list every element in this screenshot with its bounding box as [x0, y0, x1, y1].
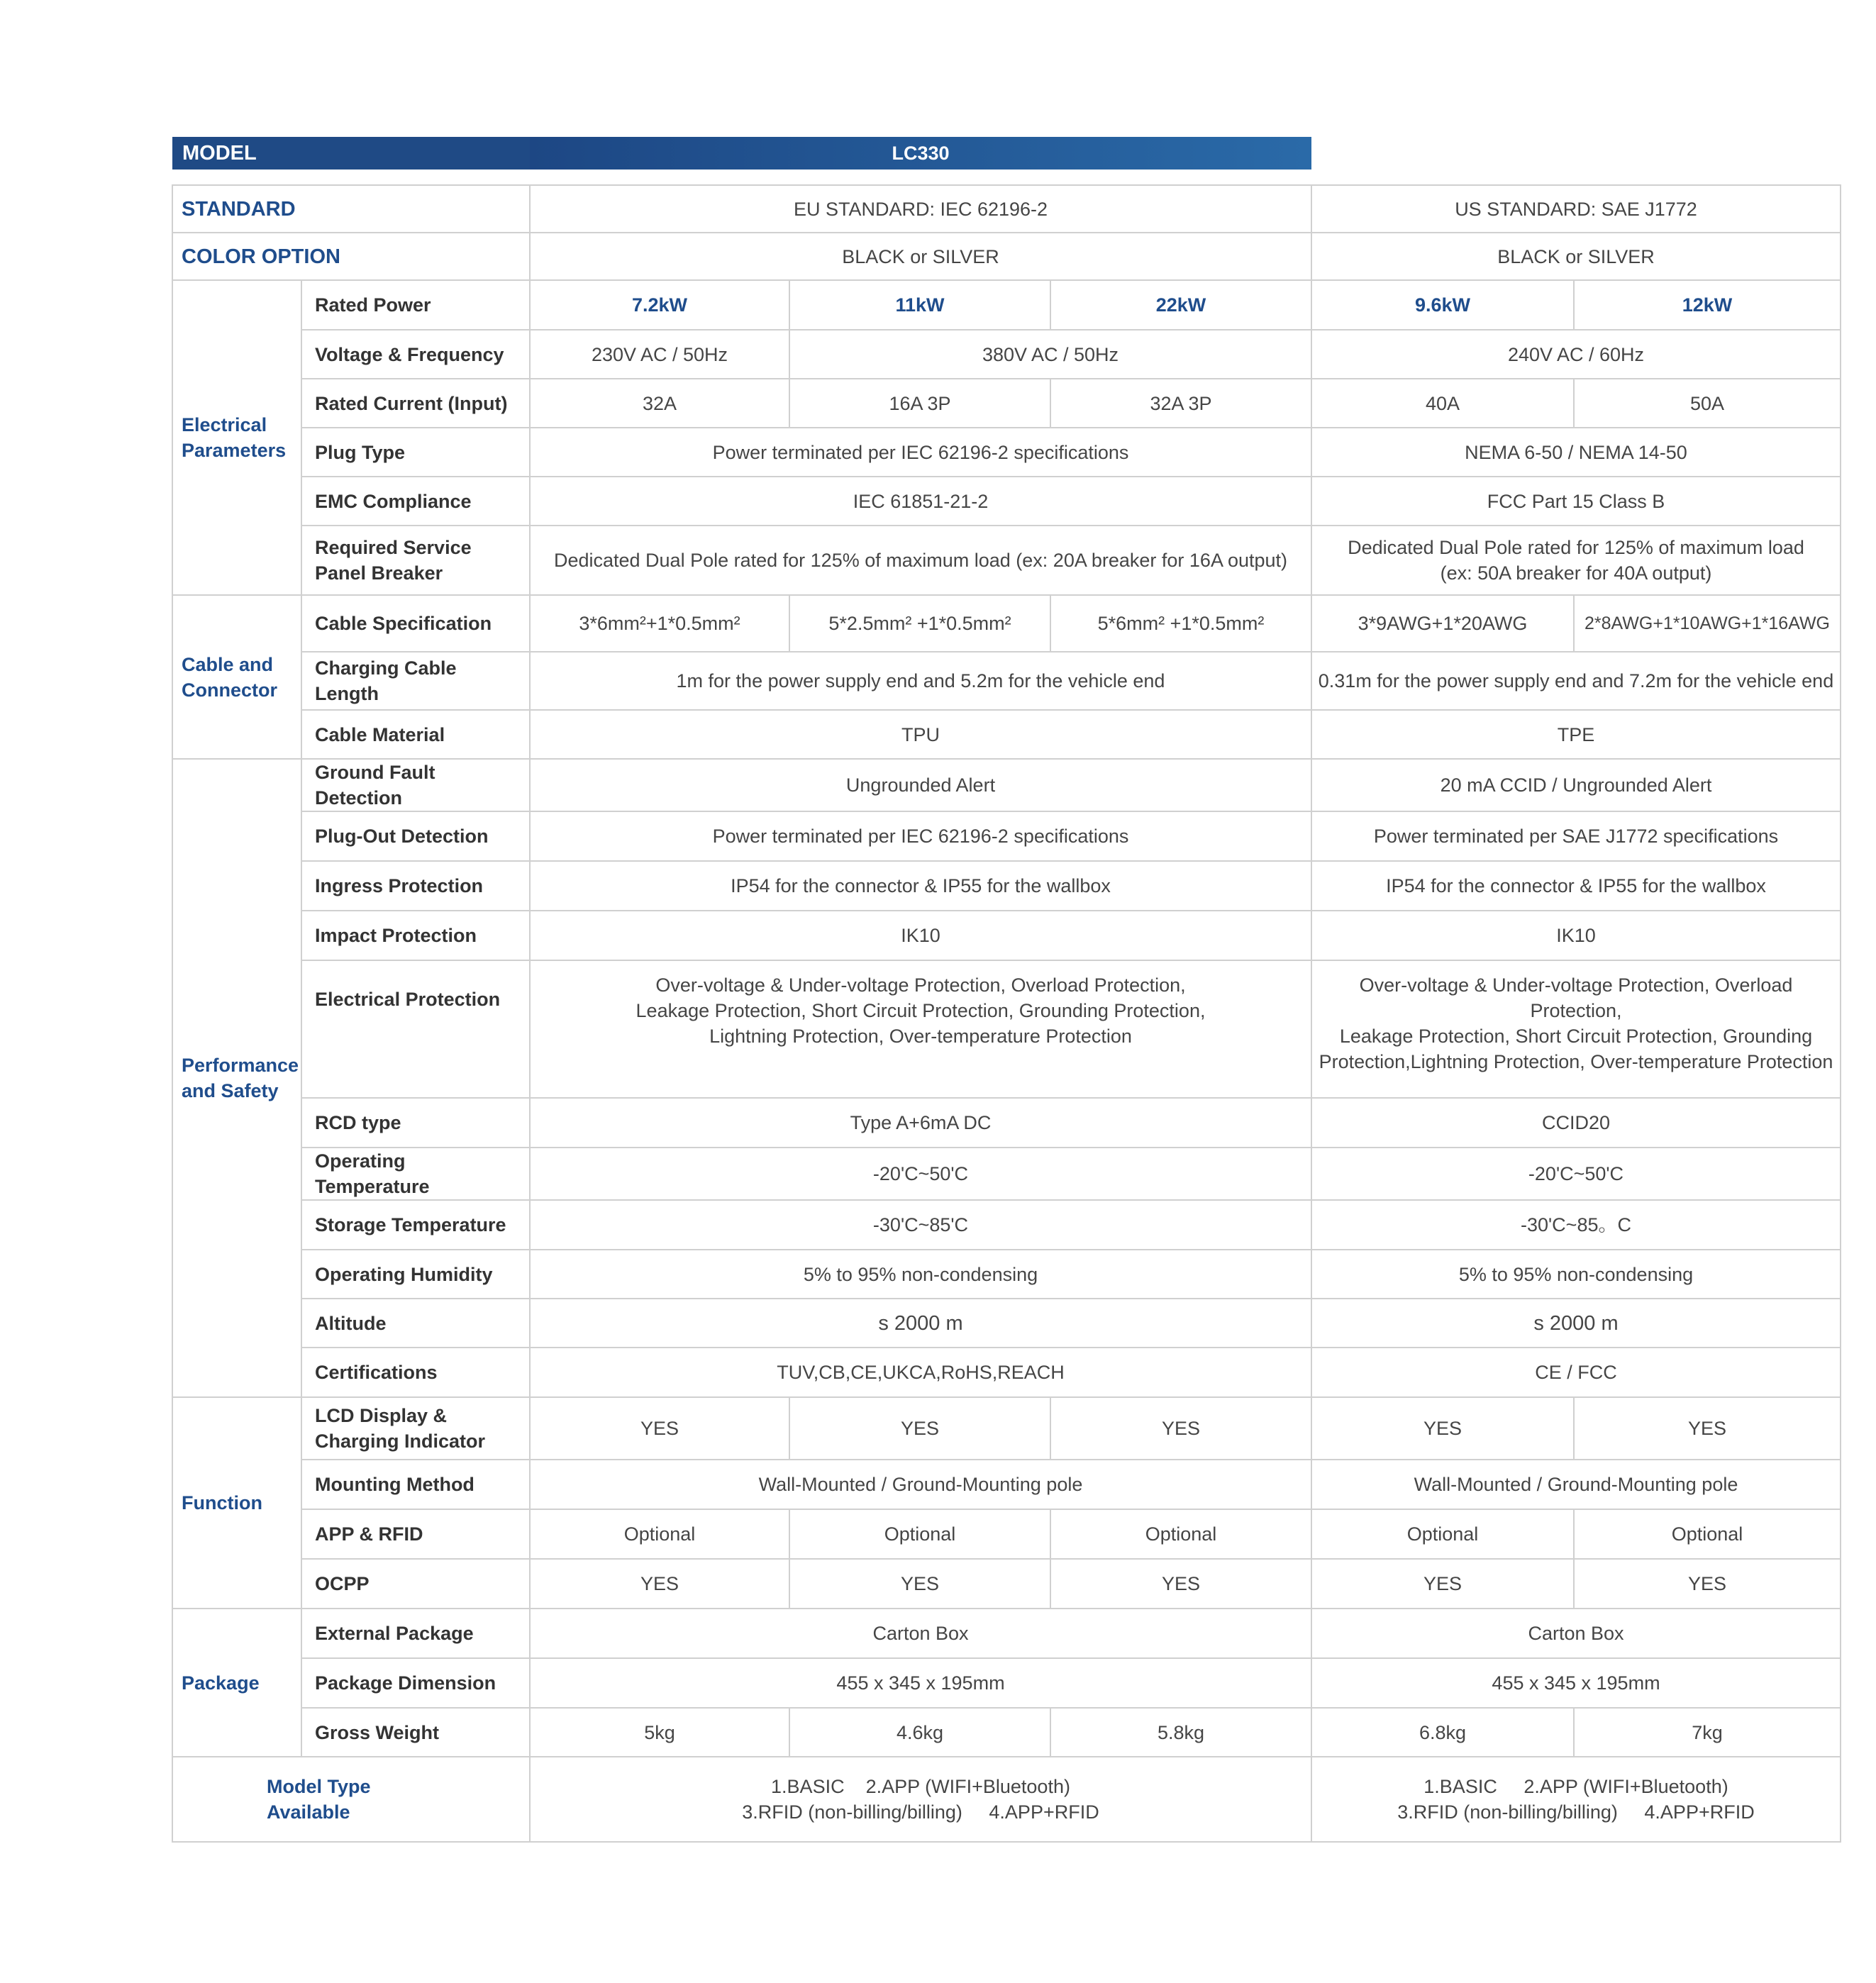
standard-eu: EU STANDARD: IEC 62196-2	[530, 185, 1311, 233]
header-row	[172, 137, 1841, 170]
app-rfid-value: Optional	[1311, 1509, 1574, 1559]
humidity-us: 5% to 95% non-condensing	[1311, 1250, 1841, 1299]
category-cable	[172, 595, 301, 759]
plug-type-eu: Power terminated per IEC 62196-2 specifications	[530, 428, 1311, 477]
ground-fault-us: 20 mA CCID / Ungrounded Alert	[1311, 759, 1841, 811]
emc-row	[172, 477, 1841, 526]
header-gap	[1311, 137, 1841, 170]
plug-out-label: Plug-Out Detection	[301, 811, 530, 861]
certifications-eu: TUV,CB,CE,UKCA,RoHS,REACH	[530, 1348, 1311, 1397]
external-package-row	[172, 1609, 1841, 1658]
lcd-value: YES	[1574, 1397, 1841, 1460]
impact-us: IK10	[1311, 911, 1841, 960]
gross-weight-label: Gross Weight	[301, 1708, 530, 1757]
ocpp-value: YES	[1050, 1559, 1311, 1609]
standard-row	[172, 185, 1841, 233]
app-rfid-value: Optional	[1050, 1509, 1311, 1559]
breaker-us-line2: (ex: 50A breaker for 40A output)	[1440, 562, 1712, 584]
cable-spec-value: 3*6mm²+1*0.5mm²	[530, 595, 789, 652]
color-option-us: BLACK or SILVER	[1311, 233, 1841, 280]
cable-material-row	[172, 710, 1841, 759]
operating-temp-us: -20'C~50'C	[1311, 1148, 1841, 1200]
electrical-protection-row	[172, 960, 1841, 1098]
color-option-eu: BLACK or SILVER	[530, 233, 1311, 280]
category-package: Package	[172, 1609, 301, 1757]
ground-fault-label: Ground Fault Detection	[301, 759, 530, 811]
storage-temp-us: -30'C~85。C	[1311, 1200, 1841, 1250]
mounting-label: Mounting Method	[301, 1460, 530, 1509]
cable-length-us: 0.31m for the power supply end and 7.2m for the vehicle end	[1311, 652, 1841, 710]
rated-power-label: Rated Power	[301, 280, 530, 330]
cable-spec-row	[172, 595, 1841, 652]
rated-power-value: 12kW	[1574, 280, 1841, 330]
impact-label: Impact Protection	[301, 911, 530, 960]
gross-weight-value: 5kg	[530, 1708, 789, 1757]
cable-material-us: TPE	[1311, 710, 1841, 759]
rated-current-value: 50A	[1574, 379, 1841, 428]
lcd-value: YES	[1311, 1397, 1574, 1460]
electrical-protection-us	[1311, 960, 1841, 1098]
electrical-protection-us-line3: Protection,Lightning Protection, Over-temperature Protection	[1319, 1051, 1833, 1072]
cable-spec-value: 5*2.5mm² +1*0.5mm²	[789, 595, 1050, 652]
gross-weight-value: 6.8kg	[1311, 1708, 1574, 1757]
voltage-230: 230V AC / 50Hz	[530, 330, 789, 379]
operating-temp-eu: -20'C~50'C	[530, 1148, 1311, 1200]
model-value: LC330	[530, 137, 1311, 170]
category-electrical-line1: Electrical	[182, 414, 267, 435]
ocpp-value: YES	[530, 1559, 789, 1609]
breaker-row	[172, 526, 1841, 595]
header-spacer	[172, 170, 1841, 185]
cable-material-eu: TPU	[530, 710, 1311, 759]
model-type-label-line2: Available	[267, 1801, 350, 1823]
rated-current-label: Rated Current (Input)	[301, 379, 530, 428]
rated-power-value: 22kW	[1050, 280, 1311, 330]
humidity-row	[172, 1250, 1841, 1299]
category-electrical	[172, 280, 301, 595]
rated-current-value: 16A 3P	[789, 379, 1050, 428]
ocpp-value: YES	[1311, 1559, 1574, 1609]
ingress-eu: IP54 for the connector & IP55 for the wallbox	[530, 861, 1311, 911]
package-dimension-us: 455 x 345 x 195mm	[1311, 1658, 1841, 1708]
category-performance-line2: and Safety	[182, 1080, 279, 1101]
operating-temp-label: Operating Temperature	[301, 1148, 530, 1200]
lcd-value: YES	[530, 1397, 789, 1460]
storage-temp-row	[172, 1200, 1841, 1250]
package-dimension-label: Package Dimension	[301, 1658, 530, 1708]
cable-spec-value: 5*6mm² +1*0.5mm²	[1050, 595, 1311, 652]
storage-temp-label: Storage Temperature	[301, 1200, 530, 1250]
category-cable-line2: Connector	[182, 679, 277, 701]
app-rfid-row	[172, 1509, 1841, 1559]
ingress-label: Ingress Protection	[301, 861, 530, 911]
color-option-label: COLOR OPTION	[172, 233, 530, 280]
gross-weight-value: 7kg	[1574, 1708, 1841, 1757]
rcd-eu: Type A+6mA DC	[530, 1098, 1311, 1148]
package-dimension-row	[172, 1658, 1841, 1708]
ocpp-value: YES	[1574, 1559, 1841, 1609]
certifications-label: Certifications	[301, 1348, 530, 1397]
certifications-row	[172, 1348, 1841, 1397]
ground-fault-row	[172, 759, 1841, 811]
cable-length-label: Charging Cable Length	[301, 652, 530, 710]
electrical-protection-us-line1: Over-voltage & Under-voltage Protection, Overload Protection,	[1359, 974, 1793, 1021]
voltage-row	[172, 330, 1841, 379]
certifications-us: CE / FCC	[1311, 1348, 1841, 1397]
plug-type-us: NEMA 6-50 / NEMA 14-50	[1311, 428, 1841, 477]
plug-type-label: Plug Type	[301, 428, 530, 477]
mounting-eu: Wall-Mounted / Ground-Mounting pole	[530, 1460, 1311, 1509]
breaker-us-line1: Dedicated Dual Pole rated for 125% of maximum load	[1348, 537, 1804, 558]
standard-us: US STANDARD: SAE J1772	[1311, 185, 1841, 233]
gross-weight-value: 4.6kg	[789, 1708, 1050, 1757]
plug-type-row	[172, 428, 1841, 477]
cable-length-eu: 1m for the power supply end and 5.2m for the vehicle end	[530, 652, 1311, 710]
altitude-eu: s 2000 m	[530, 1299, 1311, 1348]
cable-length-row	[172, 652, 1841, 710]
voltage-380: 380V AC / 50Hz	[789, 330, 1311, 379]
lcd-label-line1: LCD Display &	[315, 1405, 448, 1426]
app-rfid-value: Optional	[530, 1509, 789, 1559]
operating-temp-row	[172, 1148, 1841, 1200]
color-option-row	[172, 233, 1841, 280]
rcd-label: RCD type	[301, 1098, 530, 1148]
model-label: MODEL	[172, 137, 530, 170]
ocpp-label: OCPP	[301, 1559, 530, 1609]
model-type-label-line1: Model Type	[267, 1776, 371, 1797]
electrical-protection-us-line2: Leakage Protection, Short Circuit Protection, Grounding	[1339, 1026, 1813, 1047]
category-electrical-line2: Parameters	[182, 440, 287, 461]
app-rfid-value: Optional	[789, 1509, 1050, 1559]
cable-material-label: Cable Material	[301, 710, 530, 759]
rated-power-row	[172, 280, 1841, 330]
rated-power-value: 11kW	[789, 280, 1050, 330]
ocpp-value: YES	[789, 1559, 1050, 1609]
rated-current-row	[172, 379, 1841, 428]
emc-us: FCC Part 15 Class B	[1311, 477, 1841, 526]
model-type-eu-line1: 1.BASIC 2.APP (WIFI+Bluetooth)	[771, 1776, 1070, 1797]
cable-spec-label: Cable Specification	[301, 595, 530, 652]
external-package-us: Carton Box	[1311, 1609, 1841, 1658]
electrical-protection-eu-line2: Leakage Protection, Short Circuit Protection, Grounding Protection,	[635, 1000, 1206, 1021]
rcd-row	[172, 1098, 1841, 1148]
model-type-us-line2: 3.RFID (non-billing/billing) 4.APP+RFID	[1397, 1801, 1755, 1823]
lcd-label-line2: Charging Indicator	[315, 1431, 486, 1452]
emc-label: EMC Compliance	[301, 477, 530, 526]
model-type-row	[172, 1757, 1841, 1842]
rated-power-value: 7.2kW	[530, 280, 789, 330]
model-type-eu-line2: 3.RFID (non-billing/billing) 4.APP+RFID	[742, 1801, 1099, 1823]
lcd-row	[172, 1397, 1841, 1460]
category-cable-line1: Cable and	[182, 653, 274, 675]
category-function: Function	[172, 1397, 301, 1609]
voltage-us: 240V AC / 60Hz	[1311, 330, 1841, 379]
app-rfid-value: Optional	[1574, 1509, 1841, 1559]
emc-eu: IEC 61851-21-2	[530, 477, 1311, 526]
external-package-eu: Carton Box	[530, 1609, 1311, 1658]
ingress-us: IP54 for the connector & IP55 for the wallbox	[1311, 861, 1841, 911]
gross-weight-value: 5.8kg	[1050, 1708, 1311, 1757]
ocpp-row	[172, 1559, 1841, 1609]
lcd-label	[301, 1397, 530, 1460]
mounting-us: Wall-Mounted / Ground-Mounting pole	[1311, 1460, 1841, 1509]
cable-spec-value: 3*9AWG+1*20AWG	[1311, 595, 1574, 652]
plug-out-us: Power terminated per SAE J1772 specifications	[1311, 811, 1841, 861]
model-type-us-line1: 1.BASIC 2.APP (WIFI+Bluetooth)	[1423, 1776, 1728, 1797]
impact-eu: IK10	[530, 911, 1311, 960]
spec-sheet	[172, 137, 1840, 1843]
mounting-row	[172, 1460, 1841, 1509]
electrical-protection-eu	[530, 960, 1311, 1098]
app-rfid-label: APP & RFID	[301, 1509, 530, 1559]
electrical-protection-label: Electrical Protection	[301, 960, 530, 1098]
category-performance	[172, 759, 301, 1397]
category-performance-line1: Performance	[182, 1055, 299, 1076]
package-dimension-eu: 455 x 345 x 195mm	[530, 1658, 1311, 1708]
rated-power-value: 9.6kW	[1311, 280, 1574, 330]
voltage-label: Voltage & Frequency	[301, 330, 530, 379]
rated-current-value: 32A 3P	[1050, 379, 1311, 428]
electrical-protection-eu-line1: Over-voltage & Under-voltage Protection, Overload Protection,	[655, 974, 1186, 996]
humidity-label: Operating Humidity	[301, 1250, 530, 1299]
altitude-label: Altitude	[301, 1299, 530, 1348]
breaker-label-line1: Required Service	[315, 537, 472, 558]
breaker-us	[1311, 526, 1841, 595]
rated-current-value: 40A	[1311, 379, 1574, 428]
humidity-eu: 5% to 95% non-condensing	[530, 1250, 1311, 1299]
cable-spec-value: 2*8AWG+1*10AWG+1*16AWG	[1574, 595, 1841, 652]
model-type-label	[172, 1757, 530, 1842]
model-type-us	[1311, 1757, 1841, 1842]
standard-label: STANDARD	[172, 185, 530, 233]
rated-current-value: 32A	[530, 379, 789, 428]
altitude-row	[172, 1299, 1841, 1348]
ground-fault-eu: Ungrounded Alert	[530, 759, 1311, 811]
external-package-label: External Package	[301, 1609, 530, 1658]
breaker-label	[301, 526, 530, 595]
impact-row	[172, 911, 1841, 960]
spec-table	[172, 137, 1841, 1843]
plug-out-row	[172, 811, 1841, 861]
gross-weight-row	[172, 1708, 1841, 1757]
altitude-us: s 2000 m	[1311, 1299, 1841, 1348]
electrical-protection-eu-line3: Lightning Protection, Over-temperature Protection	[709, 1026, 1132, 1047]
plug-out-eu: Power terminated per IEC 62196-2 specifications	[530, 811, 1311, 861]
model-type-eu	[530, 1757, 1311, 1842]
rcd-us: CCID20	[1311, 1098, 1841, 1148]
lcd-value: YES	[1050, 1397, 1311, 1460]
storage-temp-eu: -30'C~85'C	[530, 1200, 1311, 1250]
lcd-value: YES	[789, 1397, 1050, 1460]
breaker-eu: Dedicated Dual Pole rated for 125% of maximum load (ex: 20A breaker for 16A output)	[530, 526, 1311, 595]
ingress-row	[172, 861, 1841, 911]
breaker-label-line2: Panel Breaker	[315, 562, 443, 584]
